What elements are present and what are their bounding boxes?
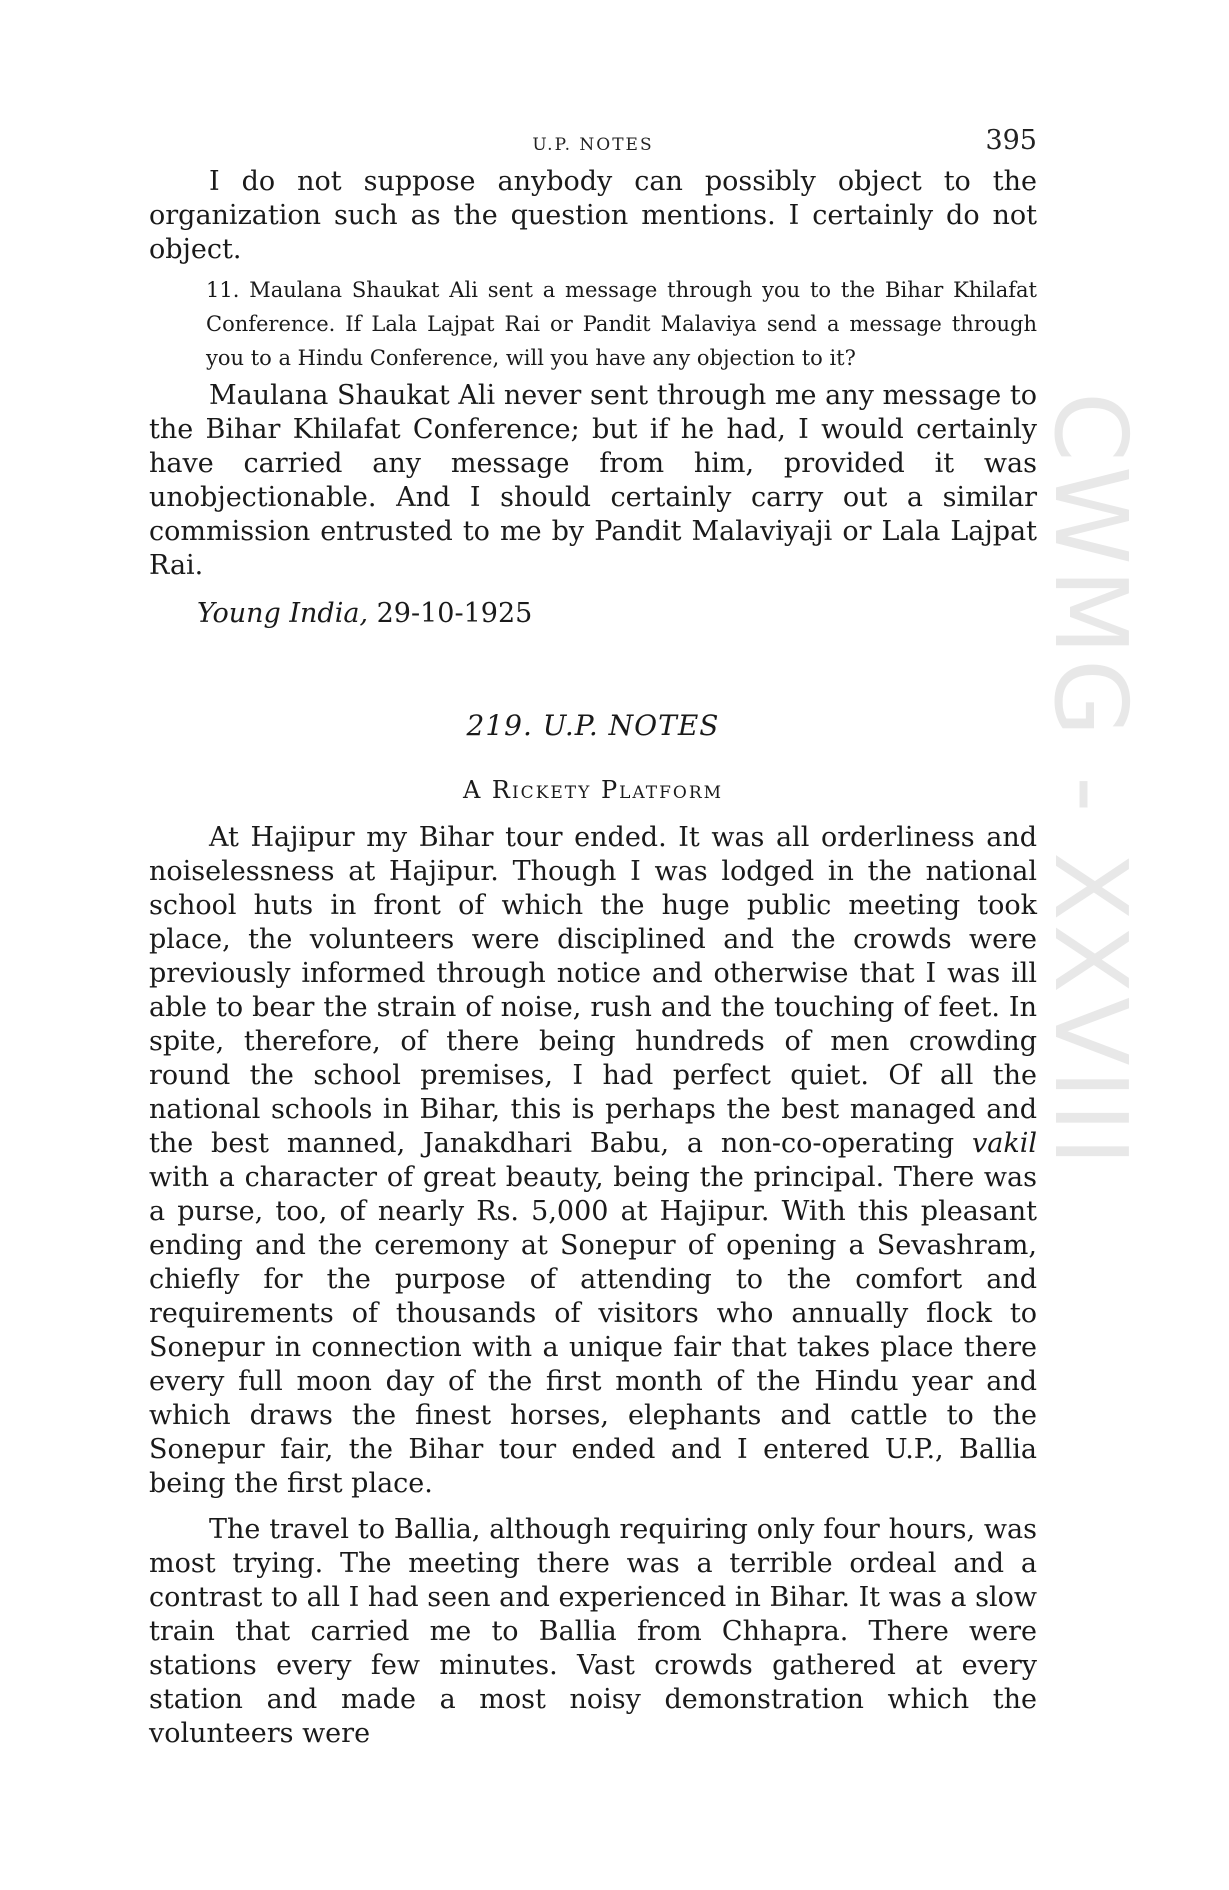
previous-paragraph: I do not suppose anybody can possibly object to the organization such as the question mentions. I certainly do not object. (149, 166, 1037, 265)
article-paragraph-1 (149, 821, 1037, 1501)
article-paragraph-2: The travel to Ballia, although requiring only four hours, was most trying. The meeting there was a terrible ordeal and a contrast to all I had seen and experienced in Bihar. It was a slow train that carried me to Ballia from Chhapra. There were stations every few minutes. Vast crowds gathered at every station and made a most noisy demonstration which the volunteers were (149, 1514, 1037, 1749)
running-head (149, 125, 1037, 165)
source-citation (197, 597, 1037, 631)
paragraph-1-part-b: with a character of great beauty, being the principal. There was a purse, too, of nearly Rs. 5,000 at Hajipur. With this pleasant ending and the ceremony at Sonepur of opening a Sevashram, chiefly for the purpose of attending to the comfort and requirements of thousands of visitors who annually flock to Sonepur in connection with a unique fair that takes place there every full moon day of the first month of the Hindu year and which draws the finest horses, elephants and cattle to the Sonepur fair, the Bihar tour ended and I entered U.P., Ballia being the first place. (149, 1162, 1037, 1499)
page-body (149, 125, 1037, 1751)
answer-11: Maulana Shaukat Ali never sent through me any message to the Bihar Khilafat Conference; but if he had, I would certainly have carried any message from him, provided it was unobjectionable. And I should certainly carry out a similar commission entrusted to me by Pandit Malaviyaji or Lala Lajpat Rai. (149, 380, 1037, 581)
running-title: U.P. NOTES (532, 135, 654, 155)
page-number: 395 (985, 125, 1037, 156)
watermark: CWMG - XXVIII (1032, 392, 1149, 1171)
paragraph-1-italic-term: vakil (972, 1128, 1037, 1159)
article-title: 219. U.P. NOTES (466, 709, 720, 742)
paragraph-1-part-a: At Hajipur my Bihar tour ended. It was all orderliness and noiselessness at Hajipur. Though I was lodged in the national school huts in front of which the huge public meeting took place, the volunteers were disciplined and the crowds were previously informed through notice and otherwise that I was ill able to bear the strain of noise, rush and the touching of feet. In spite, therefore, of there being hundreds of men crowding round the school premises, I had perfect quiet. Of all the national schools in Bihar, this is perhaps the best managed and the best manned, Janakdhari Babu, a non-co-operating (149, 822, 1037, 1159)
article-subtitle: A Rickety Platform (462, 776, 724, 804)
source-publication: Young India, (197, 598, 369, 629)
source-date: 29-10-1925 (376, 598, 533, 629)
question-11: 11. Maulana Shaukat Ali sent a message through you to the Bihar Khilafat Conference. If Lala Lajpat Rai or Pandit Malaviya send a message through you to a Hindu Conference, will you have any objection to it? (206, 278, 1037, 370)
